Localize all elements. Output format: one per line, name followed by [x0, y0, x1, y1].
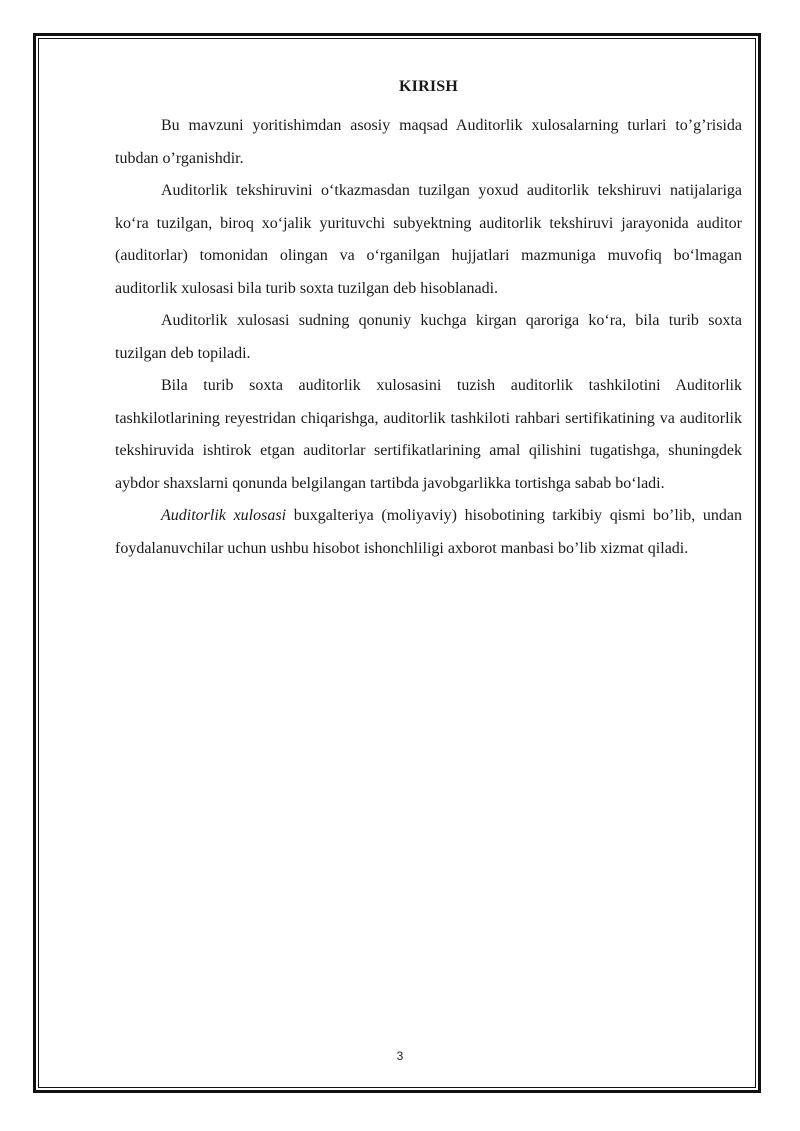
paragraph-5-text: buxgalteriya (moliyaviy) hisobotining tarkibiy qismi bo’lib, undan foydalanuvchilar uchun ushbu hisobot ishonchliligi axborot manbasi bo’lib xizmat qiladi.: [115, 507, 742, 557]
paragraph-4: Bila turib soxta auditorlik xulosasini tuzish auditorlik tashkilotini Auditorlik tashkilotlarining reyestridan chiqarishga, auditorlik tashkiloti rahbari sertifikatining va auditorlik tekshiruvida ishtirok etgan auditorlar sertifikatlarining amal qilishini tugatishga, shuningdek aybdor shaxslarni qonunda belgilangan tartibda javobgarlikka tortishga sabab bo‘ladi.: [115, 377, 742, 492]
paragraph-2: Auditorlik tekshiruvini o‘tkazmasdan tuzilgan yoxud auditorlik tekshiruvi natijalariga ko‘ra tuzilgan, biroq xo‘jalik yurituvchi subyektning auditorlik tekshiruvi jarayonida auditor (auditorlar) tomonidan olingan va o‘rganilgan hujjatlari mazmuniga muvofiq bo‘lmagan auditorlik xulosasi bila turib soxta tuzilgan deb hisoblanadi.: [115, 182, 742, 297]
italic-term: Auditorlik xulosasi: [161, 507, 287, 524]
paragraph-3: Auditorlik xulosasi sudning qonuniy kuchga kirgan qaroriga ko‘ra, bila turib soxta tuzilgan deb topiladi.: [115, 312, 742, 362]
page-content: [115, 76, 742, 565]
paragraph-1: Bu mavzuni yoritishimdan asosiy maqsad Auditorlik xulosalarning turlari to’g’risida tubdan o’rganishdir.: [115, 117, 742, 167]
page-title: KIRISH: [399, 78, 458, 95]
page-number: 3: [396, 1049, 404, 1063]
paragraph-5: [115, 500, 742, 565]
